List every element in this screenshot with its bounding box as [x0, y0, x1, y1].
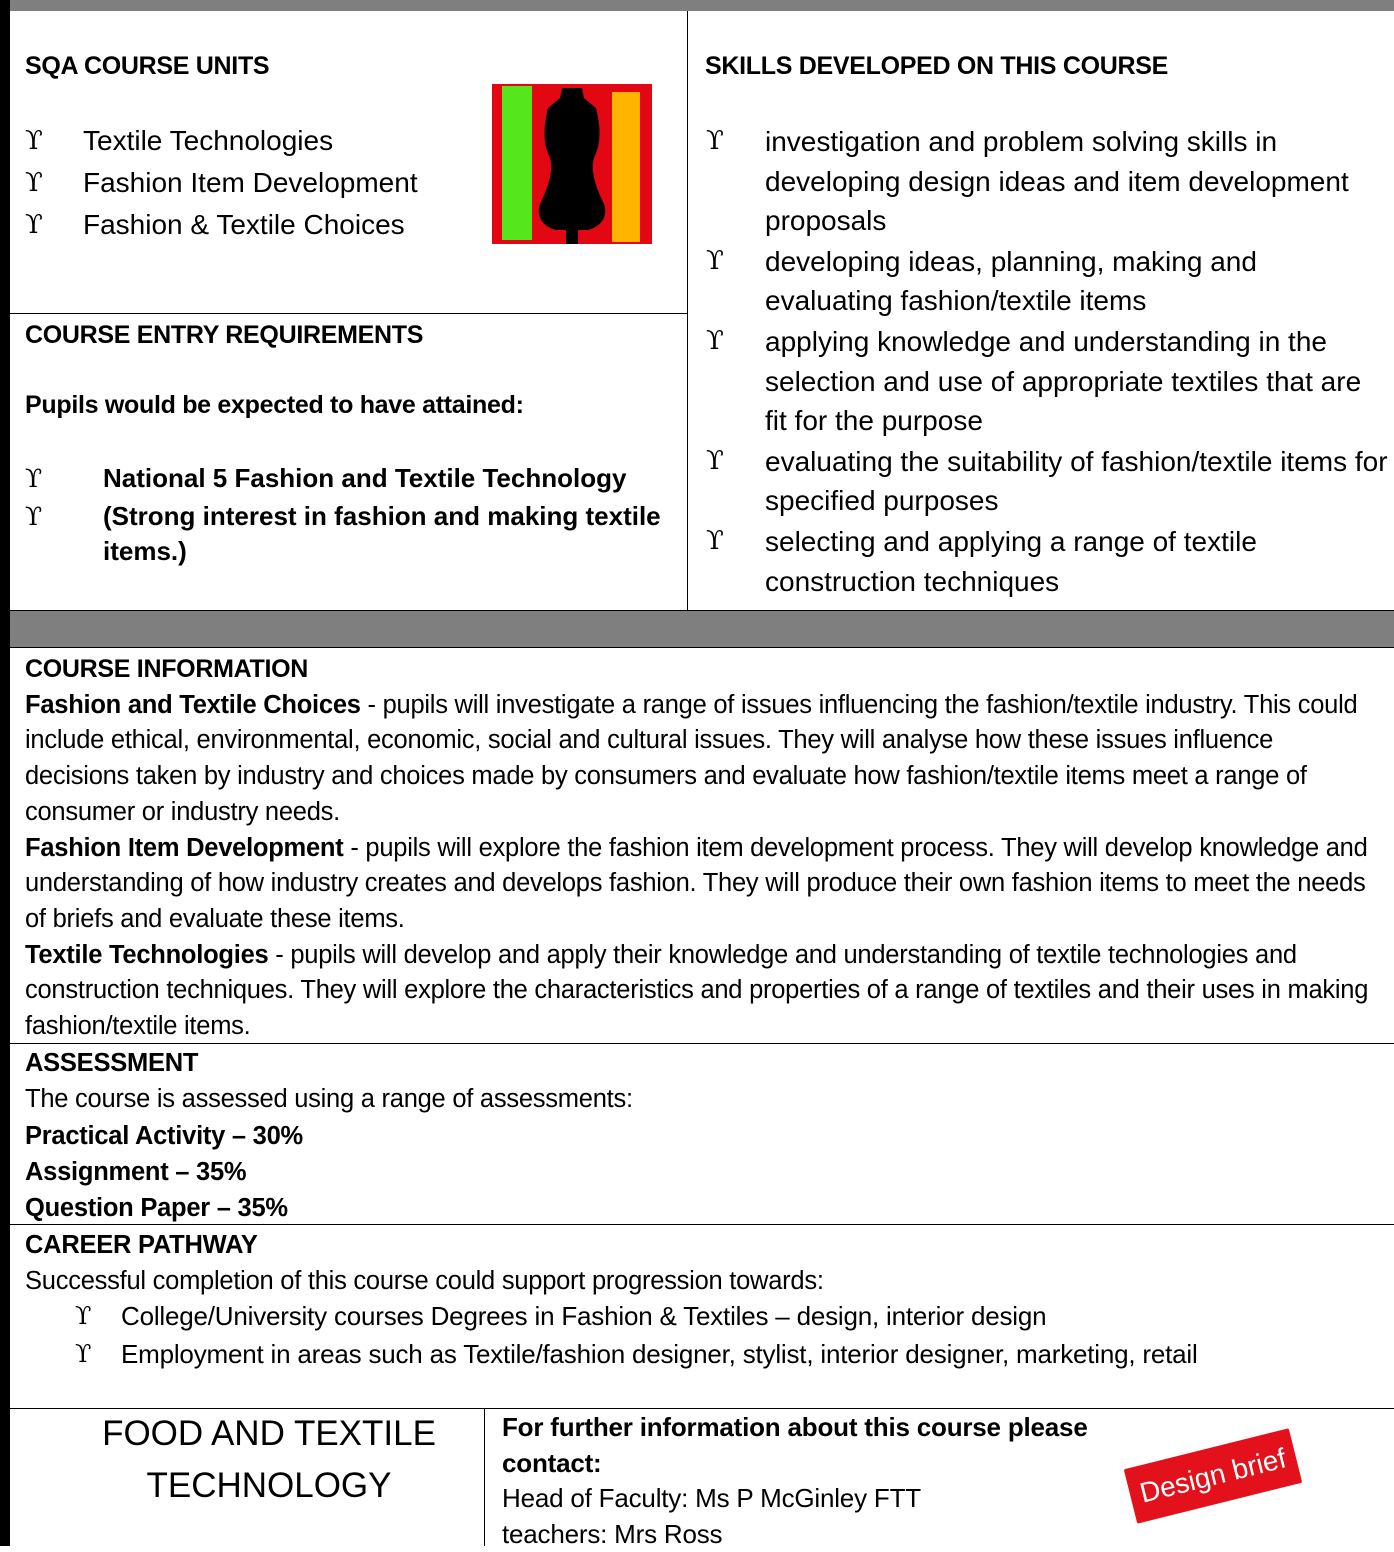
info-heading: COURSE INFORMATION — [25, 652, 1380, 688]
career-list — [75, 1298, 1198, 1373]
units-heading: SQA COURSE UNITS — [25, 52, 269, 81]
contact-info: For further information about this course please contact: Head of Faculty: Ms P McGinley FTT teachers: Mrs Ross — [502, 1410, 1102, 1552]
career-section — [25, 1227, 824, 1300]
section-band — [10, 610, 1394, 648]
assessment-item: Assignment – 35% — [25, 1154, 633, 1190]
entry-intro: Pupils would be expected to have attained: — [25, 391, 524, 420]
units-list — [25, 123, 418, 249]
bullet-icon: ϒ — [706, 522, 724, 562]
design-brief-stamp: Design brief — [1124, 1428, 1302, 1523]
entry-heading: COURSE ENTRY REQUIREMENTS — [25, 321, 423, 350]
assessment-heading: ASSESSMENT — [25, 1045, 633, 1081]
list-item: ϒ (Strong interest in fashion and making textile items.) — [25, 499, 663, 569]
bullet-icon: ϒ — [706, 242, 724, 282]
top-band — [0, 0, 1394, 11]
left-border — [0, 0, 10, 1546]
list-item: ϒ investigation and problem solving skills in developing design ideas and item development proposals — [706, 122, 1390, 241]
bullet-icon: ϒ — [25, 499, 42, 534]
info-paragraph: Fashion Item Development - pupils will explore the fashion item development process. They will develop knowledge and understanding of how industry creates and develops fashion. They will produce their own fashion items to meet the needs of briefs and evaluate these items. — [25, 831, 1380, 938]
units-divider — [10, 313, 687, 314]
career-intro: Successful completion of this course could support progression towards: — [25, 1263, 824, 1299]
assessment-section — [25, 1045, 633, 1226]
list-item: ϒ developing ideas, planning, making and evaluating fashion/textile items — [706, 242, 1390, 321]
info-paragraph: Textile Technologies - pupils will develop and apply their knowledge and understanding of textile technologies and construction techniques. They will explore the characteristics and properties of a range of textiles and their uses in making fashion/textile items. — [25, 938, 1380, 1045]
assessment-intro: The course is assessed using a range of assessments: — [25, 1081, 633, 1117]
list-item: ϒ College/University courses Degrees in Fashion & Textiles – design, interior design — [75, 1298, 1198, 1336]
bullet-icon: ϒ — [706, 122, 724, 162]
list-item: ϒ Textile Technologies — [25, 123, 418, 165]
list-item: ϒ selecting and applying a range of textile construction techniques — [706, 522, 1390, 601]
skills-heading: SKILLS DEVELOPED ON THIS COURSE — [705, 52, 1168, 81]
entry-list — [25, 461, 663, 572]
course-information — [25, 652, 1380, 1045]
bullet-icon: ϒ — [25, 165, 43, 201]
faculty-name: FOOD AND TEXTILE TECHNOLOGY — [10, 1408, 528, 1512]
head-of-faculty: Head of Faculty: Ms P McGinley FTT — [502, 1481, 1102, 1517]
info-paragraph: Fashion and Textile Choices - pupils will investigate a range of issues influencing the fashion/textile industry. This could include ethical, environmental, economic, social and cultural issues. They will analyse how these issues influence decisions taken by industry and choices made by consumers and evaluate how fashion/textile items meet a range of consumer or industry needs. — [25, 688, 1380, 831]
bullet-icon: ϒ — [25, 123, 43, 159]
assessment-item: Practical Activity – 30% — [25, 1118, 633, 1154]
list-item: ϒ National 5 Fashion and Textile Technology — [25, 461, 663, 496]
skills-list — [706, 122, 1390, 602]
bullet-icon: ϒ — [706, 442, 724, 482]
bullet-icon: ϒ — [75, 1298, 91, 1336]
bullet-icon: ϒ — [25, 461, 42, 496]
teachers: teachers: Mrs Ross — [502, 1517, 1102, 1552]
column-divider — [687, 11, 688, 610]
list-item: ϒ Employment in areas such as Textile/fashion designer, stylist, interior designer, marketing, retail — [75, 1336, 1198, 1374]
list-item: ϒ Fashion & Textile Choices — [25, 207, 418, 249]
list-item: ϒ evaluating the suitability of fashion/textile items for specified purposes — [706, 442, 1390, 521]
bullet-icon: ϒ — [25, 207, 43, 243]
list-item: ϒ applying knowledge and understanding in the selection and use of appropriate textiles that are fit for the purpose — [706, 322, 1390, 441]
assessment-item: Question Paper – 35% — [25, 1190, 633, 1226]
bullet-icon: ϒ — [75, 1336, 91, 1374]
career-heading: CAREER PATHWAY — [25, 1227, 824, 1263]
list-item: ϒ Fashion Item Development — [25, 165, 418, 207]
bullet-icon: ϒ — [706, 322, 724, 362]
dress-form-logo-icon — [492, 84, 652, 244]
